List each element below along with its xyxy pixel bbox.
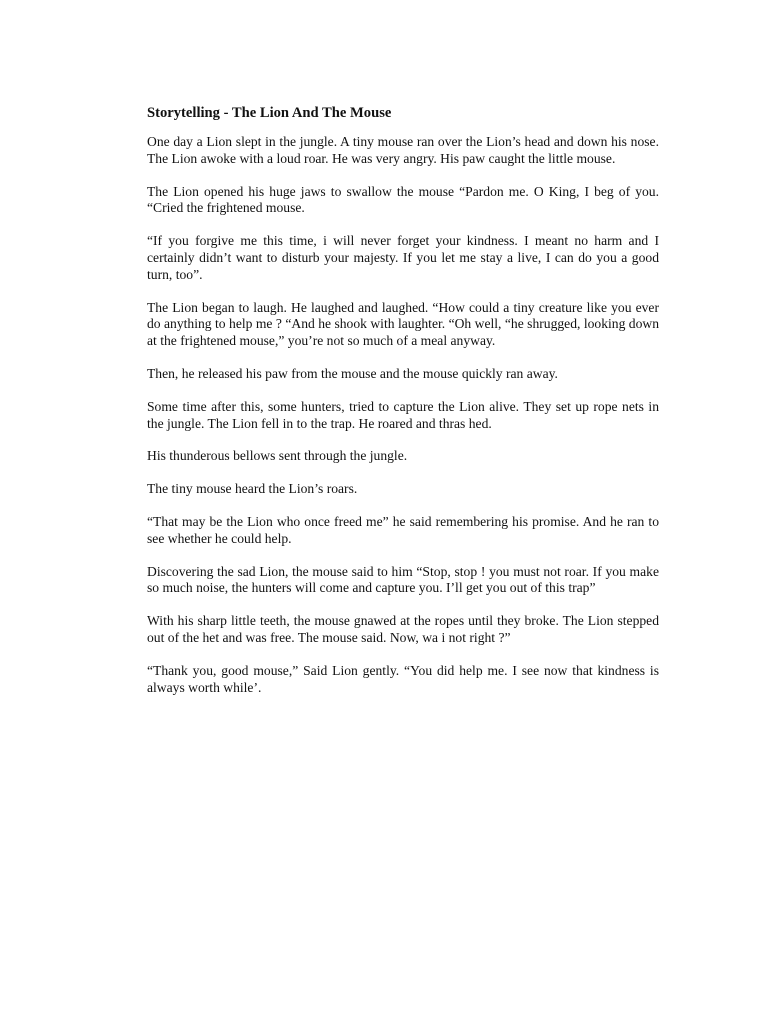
paragraph: His thunderous bellows sent through the jungle. [147,448,408,464]
document-page [147,104,659,712]
paragraph: With his sharp little teeth, the mouse gnawed at the ropes until they broke. The Lion stepped out of the het and was free. The mouse said. Now, wa i not right ?” [147,613,659,645]
paragraph: Then, he released his paw from the mouse and the mouse quickly ran away. [147,365,558,381]
paragraph: “That may be the Lion who once freed me” he said remembering his promise. And he ran to see whether he could help. [147,513,659,546]
document-title: Storytelling - The Lion And The Mouse [147,105,392,121]
paragraph: Discovering the sad Lion, the mouse said to him “Stop, stop ! you must not roar. If you make so much noise, the hunters will come and capture you. I’ll get you out of this trap” [147,563,659,596]
paragraph: The Lion opened his huge jaws to swallow the mouse “Pardon me. O King, I beg of you. “Cried the frightened mouse. [147,183,659,216]
paragraph: “If you forgive me this time, i will never forget your kindness. I meant no harm and I certainly didn’t want to disturb your majesty. If you let me stay a live, I can do you a good turn, too”. [147,233,659,282]
paragraph: “Thank you, good mouse,” Said Lion gently. “You did help me. I see now that kindness is always worth while’. [147,662,659,695]
paragraph: One day a Lion slept in the jungle. A tiny mouse ran over the Lion’s head and down his nose. The Lion awoke with a loud roar. He was very angry. His paw caught the little mouse. [147,134,659,166]
paragraph: The tiny mouse heard the Lion’s roars. [147,481,358,497]
paragraph: Some time after this, some hunters, tried to capture the Lion alive. They set up rope nets in the jungle. The Lion fell in to the trap. He roared and thras hed. [147,398,659,431]
paragraph: The Lion began to laugh. He laughed and laughed. “How could a tiny creature like you ever do anything to help me ? “And he shook with laughter. “Oh well, “he shrugged, looking down at the frightened mouse,” you’re not so much of a meal anyway. [147,299,659,349]
